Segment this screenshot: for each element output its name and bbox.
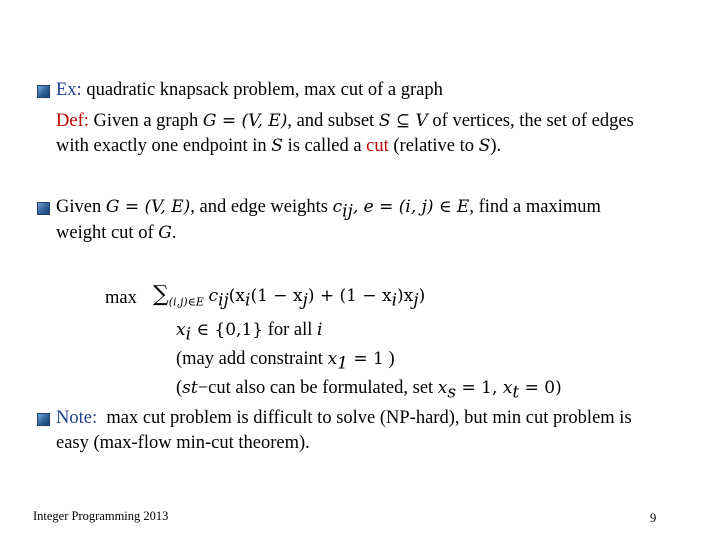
sum-subscript: (i,j)∈E bbox=[168, 295, 204, 309]
footer-title: Integer Programming 2013 bbox=[33, 509, 169, 523]
def-text-2c: (relative to bbox=[388, 136, 479, 156]
given-text-2a: weight cut of bbox=[56, 223, 159, 243]
c2-eq: = 1 bbox=[347, 349, 384, 369]
obj-part1: (x bbox=[228, 286, 246, 306]
c1-x: x bbox=[176, 320, 186, 340]
c3-eq1: = 1, bbox=[456, 378, 503, 398]
c3-xs: x bbox=[437, 378, 448, 398]
bullet-square-icon bbox=[37, 202, 50, 215]
ex-text: quadratic knapsack problem, max cut of a graph bbox=[86, 80, 443, 100]
c2-x: x bbox=[327, 349, 338, 369]
constraint-3 bbox=[176, 377, 562, 404]
def-math-s2: S bbox=[478, 136, 491, 156]
given-math-g: G bbox=[158, 223, 172, 243]
c1-i: i bbox=[317, 320, 323, 340]
bullet-square-icon bbox=[37, 413, 50, 426]
ex-label: Ex: bbox=[56, 80, 82, 100]
def-cut-term: cut bbox=[366, 136, 389, 156]
given-text-1c: , find a maximum bbox=[469, 197, 601, 217]
sum-symbol: ∑ bbox=[153, 282, 169, 307]
def-text-2b: is called a bbox=[282, 136, 367, 156]
obj-part2: (1 − x bbox=[250, 286, 303, 306]
given-math-graph: G = (V, E) bbox=[105, 197, 191, 217]
obj-part5: ) bbox=[418, 286, 426, 306]
page-number: 9 bbox=[650, 511, 657, 525]
note-text-2: easy (max-flow min-cut theorem). bbox=[56, 433, 310, 453]
constraint-1 bbox=[176, 319, 322, 346]
obj-sub-j: j bbox=[302, 290, 308, 311]
def-math-subset: S ⊆ V bbox=[378, 111, 428, 131]
ex-line bbox=[56, 79, 443, 101]
obj-sub-j2: j bbox=[413, 290, 419, 311]
def-line-2 bbox=[56, 135, 501, 157]
c3-xt: x bbox=[502, 378, 513, 398]
c2-text: (may add constraint bbox=[176, 349, 328, 369]
obj-part3: ) + (1 − x bbox=[307, 286, 392, 306]
c1-set: ∈ {0,1} bbox=[191, 320, 264, 340]
note-line-1 bbox=[56, 407, 632, 429]
obj-c-sub: ij bbox=[218, 290, 229, 311]
given-math-c-sub: ij bbox=[342, 201, 353, 222]
given-text-1a: Given bbox=[56, 197, 106, 217]
c3-eq2: = 0) bbox=[519, 378, 562, 398]
given-math-edge: , e = (i, j) ∈ E bbox=[352, 197, 470, 217]
max-label bbox=[105, 287, 137, 309]
def-math-s1: S bbox=[271, 136, 283, 156]
note-text-1: max cut problem is difficult to solve (NP-hard), but min cut problem is bbox=[106, 408, 632, 428]
obj-sub-i2: i bbox=[391, 290, 398, 311]
def-text-1c: of vertices, the set of edges bbox=[427, 111, 634, 131]
def-line-1 bbox=[56, 110, 634, 132]
def-label: Def: bbox=[56, 111, 89, 131]
obj-part4: )x bbox=[397, 286, 414, 306]
def-text-2a: with exactly one endpoint in bbox=[56, 136, 272, 156]
def-text-2d: ). bbox=[490, 136, 502, 156]
given-text-1b: , and edge weights bbox=[190, 197, 333, 217]
c3-open: ( bbox=[176, 378, 183, 398]
def-text-1a: Given a graph bbox=[93, 111, 203, 131]
bullet-square-icon bbox=[37, 85, 50, 98]
given-line-2 bbox=[56, 222, 176, 244]
given-line-1 bbox=[56, 196, 601, 223]
c2-end: ) bbox=[383, 349, 395, 369]
c3-text: −cut also can be formulated, set bbox=[197, 378, 438, 398]
def-math-graph: G = (V, E) bbox=[202, 111, 288, 131]
c1-sub: i bbox=[185, 324, 192, 345]
objective-line bbox=[153, 284, 425, 314]
c3-sub-t: t bbox=[512, 382, 520, 403]
max-keyword: max bbox=[105, 288, 137, 308]
note-label: Note: bbox=[56, 408, 98, 428]
note-line-2 bbox=[56, 432, 310, 454]
def-text-1b: , and subset bbox=[287, 111, 379, 131]
c3-st: st bbox=[182, 378, 198, 398]
obj-sub-i: i bbox=[245, 290, 251, 311]
constraint-2 bbox=[176, 348, 395, 375]
c2-sub: 1 bbox=[337, 353, 348, 374]
obj-c: c bbox=[208, 286, 219, 306]
c1-text: for all bbox=[263, 320, 318, 340]
given-text-2b: . bbox=[171, 223, 177, 243]
given-math-c: c bbox=[332, 197, 343, 217]
c3-sub-s: s bbox=[447, 382, 457, 403]
